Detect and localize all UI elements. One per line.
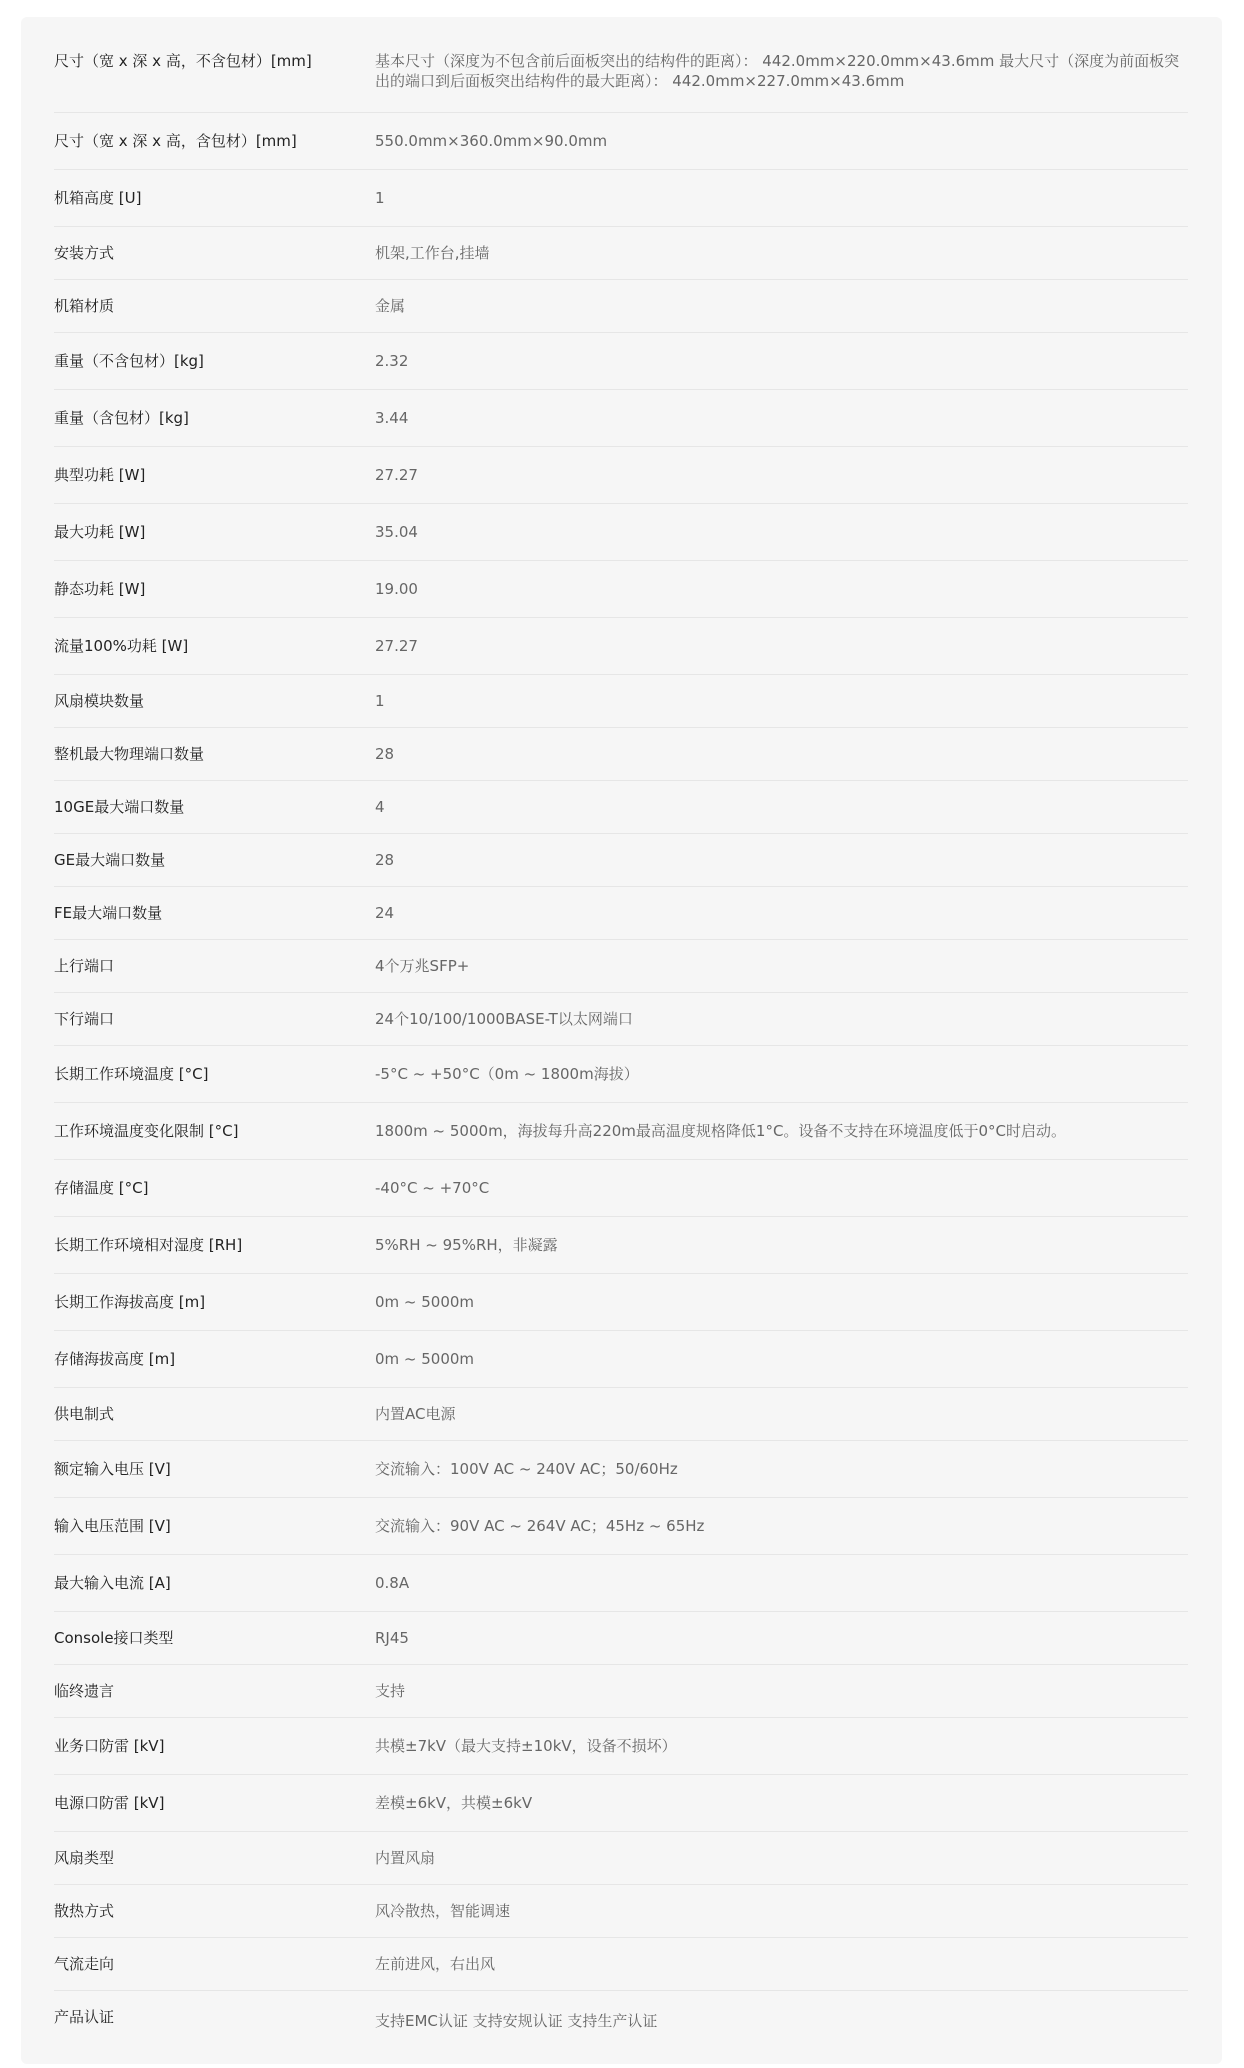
spec-row: [54, 728, 1188, 781]
spec-label: 机箱材质: [54, 297, 115, 315]
spec-value: 支持EMC认证 支持安规认证 支持生产认证: [375, 2012, 658, 2030]
spec-row: [54, 1991, 1188, 2048]
spec-label: 电源口防雷 [kV]: [54, 1794, 165, 1812]
spec-label: 重量（不含包材）[kg]: [54, 352, 204, 370]
spec-label: 存储海拔高度 [m]: [54, 1350, 176, 1368]
spec-value: 24个10/100/1000BASE-T以太网端口: [375, 1010, 633, 1028]
spec-label: 供电制式: [54, 1405, 115, 1423]
spec-row: [54, 675, 1188, 728]
spec-value: 28: [375, 851, 395, 869]
spec-label: Console接口类型: [54, 1629, 174, 1647]
spec-label: 整机最大物理端口数量: [54, 745, 205, 763]
spec-label: 上行端口: [54, 957, 115, 975]
spec-value: 2.32: [375, 352, 409, 370]
spec-label: 产品认证: [54, 2008, 115, 2026]
spec-row: [54, 113, 1188, 170]
spec-value: 0.8A: [375, 1574, 410, 1592]
spec-label: FE最大端口数量: [54, 904, 163, 922]
spec-row: [54, 940, 1188, 993]
spec-row: [54, 447, 1188, 504]
spec-label: 10GE最大端口数量: [54, 798, 185, 816]
spec-label: 长期工作环境温度 [°C]: [54, 1065, 209, 1083]
spec-value: 基本尺寸（深度为不包含前后面板突出的结构件的距离）： 442.0mm×220.0mm×43.6mm 最大尺寸（深度为前面板突出的端口到后面板突出结构件的最大距离）： 442.0mm×227.0mm×43.6mm: [375, 52, 1180, 90]
spec-label: 典型功耗 [W]: [54, 466, 146, 484]
spec-label: 流量100%功耗 [W]: [54, 637, 189, 655]
spec-row: [54, 1665, 1188, 1718]
spec-row: [54, 1331, 1188, 1388]
spec-value: 交流输入：90V AC ~ 264V AC；45Hz ~ 65Hz: [375, 1517, 705, 1535]
spec-label: 静态功耗 [W]: [54, 580, 146, 598]
spec-value: -5°C ~ +50°C（0m ~ 1800m海拔）: [375, 1065, 639, 1083]
spec-row: [54, 1217, 1188, 1274]
spec-value: 28: [375, 745, 395, 763]
spec-row: [54, 1775, 1188, 1832]
spec-label: 最大输入电流 [A]: [54, 1574, 171, 1592]
spec-row: [54, 390, 1188, 447]
spec-row: [54, 1555, 1188, 1612]
spec-label: 存储温度 [°C]: [54, 1179, 149, 1197]
spec-row: [54, 993, 1188, 1046]
spec-value: 24: [375, 904, 395, 922]
spec-row: [54, 333, 1188, 390]
spec-label: 长期工作环境相对湿度 [RH]: [54, 1236, 243, 1254]
spec-label: 风扇类型: [54, 1849, 115, 1867]
spec-value: 19.00: [375, 580, 418, 598]
spec-value: 内置AC电源: [375, 1405, 456, 1423]
spec-label: 尺寸（宽 x 深 x 高，含包材）[mm]: [54, 132, 297, 150]
spec-label: 输入电压范围 [V]: [54, 1517, 171, 1535]
spec-row: [54, 1832, 1188, 1885]
spec-label: 气流走向: [54, 1955, 115, 1973]
spec-label: 临终遗言: [54, 1682, 115, 1700]
spec-row: [54, 1718, 1188, 1775]
spec-value: -40°C ~ +70°C: [375, 1179, 490, 1197]
spec-row: [54, 1274, 1188, 1331]
spec-table: [21, 17, 1222, 2064]
spec-label: 工作环境温度变化限制 [°C]: [54, 1122, 239, 1140]
spec-value: 4个万兆SFP+: [375, 957, 470, 975]
spec-label: 机箱高度 [U]: [54, 189, 142, 207]
spec-row: [54, 1103, 1188, 1160]
spec-label: 散热方式: [54, 1902, 115, 1920]
spec-value: 27.27: [375, 466, 418, 484]
spec-row: [54, 887, 1188, 940]
spec-value: 机架,工作台,挂墙: [375, 244, 490, 262]
spec-label: GE最大端口数量: [54, 851, 166, 869]
spec-row: [54, 1612, 1188, 1665]
spec-row: [54, 1885, 1188, 1938]
spec-row: [54, 1938, 1188, 1991]
spec-value: 35.04: [375, 523, 418, 541]
spec-row: [54, 1160, 1188, 1217]
spec-value: 3.44: [375, 409, 409, 427]
spec-row: [54, 1441, 1188, 1498]
spec-label: 下行端口: [54, 1010, 115, 1028]
spec-label: 风扇模块数量: [54, 692, 145, 710]
spec-value: 0m ~ 5000m: [375, 1350, 475, 1368]
spec-value: 内置风扇: [375, 1849, 436, 1867]
spec-row: [54, 1046, 1188, 1103]
spec-value: 1: [375, 189, 385, 207]
spec-value: 1800m ~ 5000m，海拔每升高220m最高温度规格降低1°C。设备不支持在环境温度低于0°C时启动。: [375, 1122, 1066, 1140]
spec-value: 支持: [375, 1682, 406, 1700]
spec-label: 重量（含包材）[kg]: [54, 409, 189, 427]
spec-value: 金属: [375, 297, 406, 315]
spec-value: RJ45: [375, 1629, 409, 1647]
spec-value: 1: [375, 692, 385, 710]
spec-row: [54, 31, 1188, 113]
spec-value: 5%RH ~ 95%RH，非凝露: [375, 1236, 558, 1254]
spec-value: 0m ~ 5000m: [375, 1293, 475, 1311]
spec-row: [54, 1388, 1188, 1441]
spec-row: [54, 280, 1188, 333]
spec-row: [54, 1498, 1188, 1555]
spec-label: 业务口防雷 [kV]: [54, 1737, 165, 1755]
spec-label: 额定输入电压 [V]: [54, 1460, 171, 1478]
spec-value: 4: [375, 798, 385, 816]
spec-value: 27.27: [375, 637, 418, 655]
spec-row: [54, 618, 1188, 675]
spec-row: [54, 834, 1188, 887]
spec-value: 交流输入：100V AC ~ 240V AC；50/60Hz: [375, 1460, 678, 1478]
spec-value: 左前进风，右出风: [375, 1955, 496, 1973]
spec-value: 风冷散热，智能调速: [375, 1902, 511, 1920]
spec-row: [54, 781, 1188, 834]
spec-row: [54, 227, 1188, 280]
spec-value: 共模±7kV（最大支持±10kV，设备不损坏）: [375, 1737, 677, 1755]
spec-row: [54, 170, 1188, 227]
spec-label: 安装方式: [54, 244, 115, 262]
spec-label: 最大功耗 [W]: [54, 523, 146, 541]
spec-value: 550.0mm×360.0mm×90.0mm: [375, 132, 608, 150]
spec-value: 差模±6kV，共模±6kV: [375, 1794, 533, 1812]
spec-row: [54, 504, 1188, 561]
spec-label: 尺寸（宽 x 深 x 高，不含包材）[mm]: [54, 52, 312, 70]
spec-label: 长期工作海拔高度 [m]: [54, 1293, 206, 1311]
spec-row: [54, 561, 1188, 618]
